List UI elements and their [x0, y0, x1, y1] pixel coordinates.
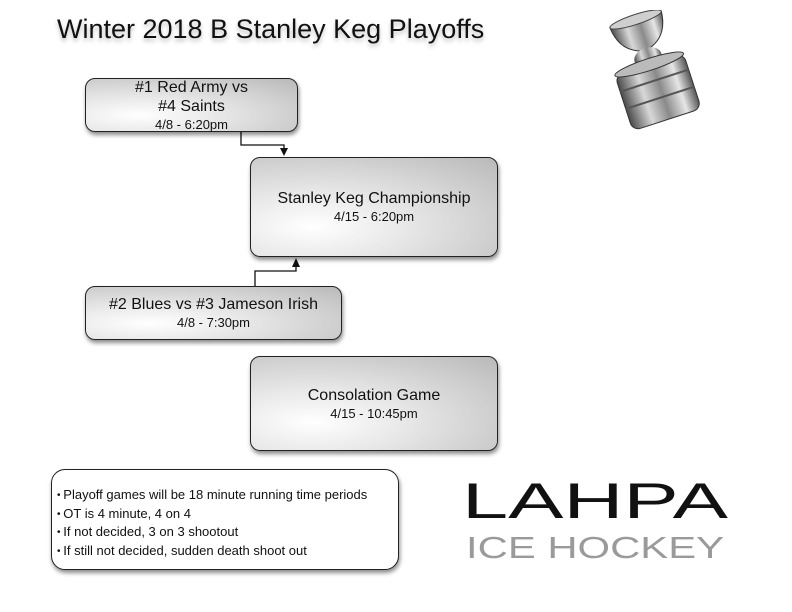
logo-line2: ICE HOCKEY [466, 530, 724, 564]
semifinal-2-box [85, 286, 342, 340]
semifinal-1-matchup-line1: #1 Red Army vs [135, 78, 248, 96]
rule-item: • If not decided, 3 on 3 shootout [57, 523, 398, 542]
semifinal-2-time: 4/8 - 7:30pm [177, 315, 250, 330]
consolation-time: 4/15 - 10:45pm [330, 405, 418, 421]
logo-line1: LAHPA [462, 478, 730, 529]
consolation-name: Consolation Game [307, 386, 441, 404]
rules-list [57, 486, 398, 560]
rule-item: • If still not decided, sudden death shoot out [57, 542, 398, 561]
semifinal-1-matchup-line2: #4 Saints [158, 97, 225, 115]
rules-box [51, 469, 399, 570]
championship-time: 4/15 - 6:20pm [333, 209, 415, 224]
rule-item: • Playoff games will be 18 minute running time periods [57, 486, 398, 505]
semifinal-2-matchup: #2 Blues vs #3 Jameson Irish [109, 296, 318, 313]
championship-box [250, 157, 498, 257]
semifinal-1-time: 4/8 - 6:20pm [155, 116, 228, 132]
championship-name: Stanley Keg Championship [277, 190, 471, 207]
rule-item: • OT is 4 minute, 4 on 4 [57, 505, 398, 524]
lahpa-logo [462, 478, 732, 564]
semifinal-1-box [85, 78, 298, 132]
consolation-box [250, 356, 498, 451]
page-title: Winter 2018 B Stanley Keg Playoffs [57, 14, 485, 44]
